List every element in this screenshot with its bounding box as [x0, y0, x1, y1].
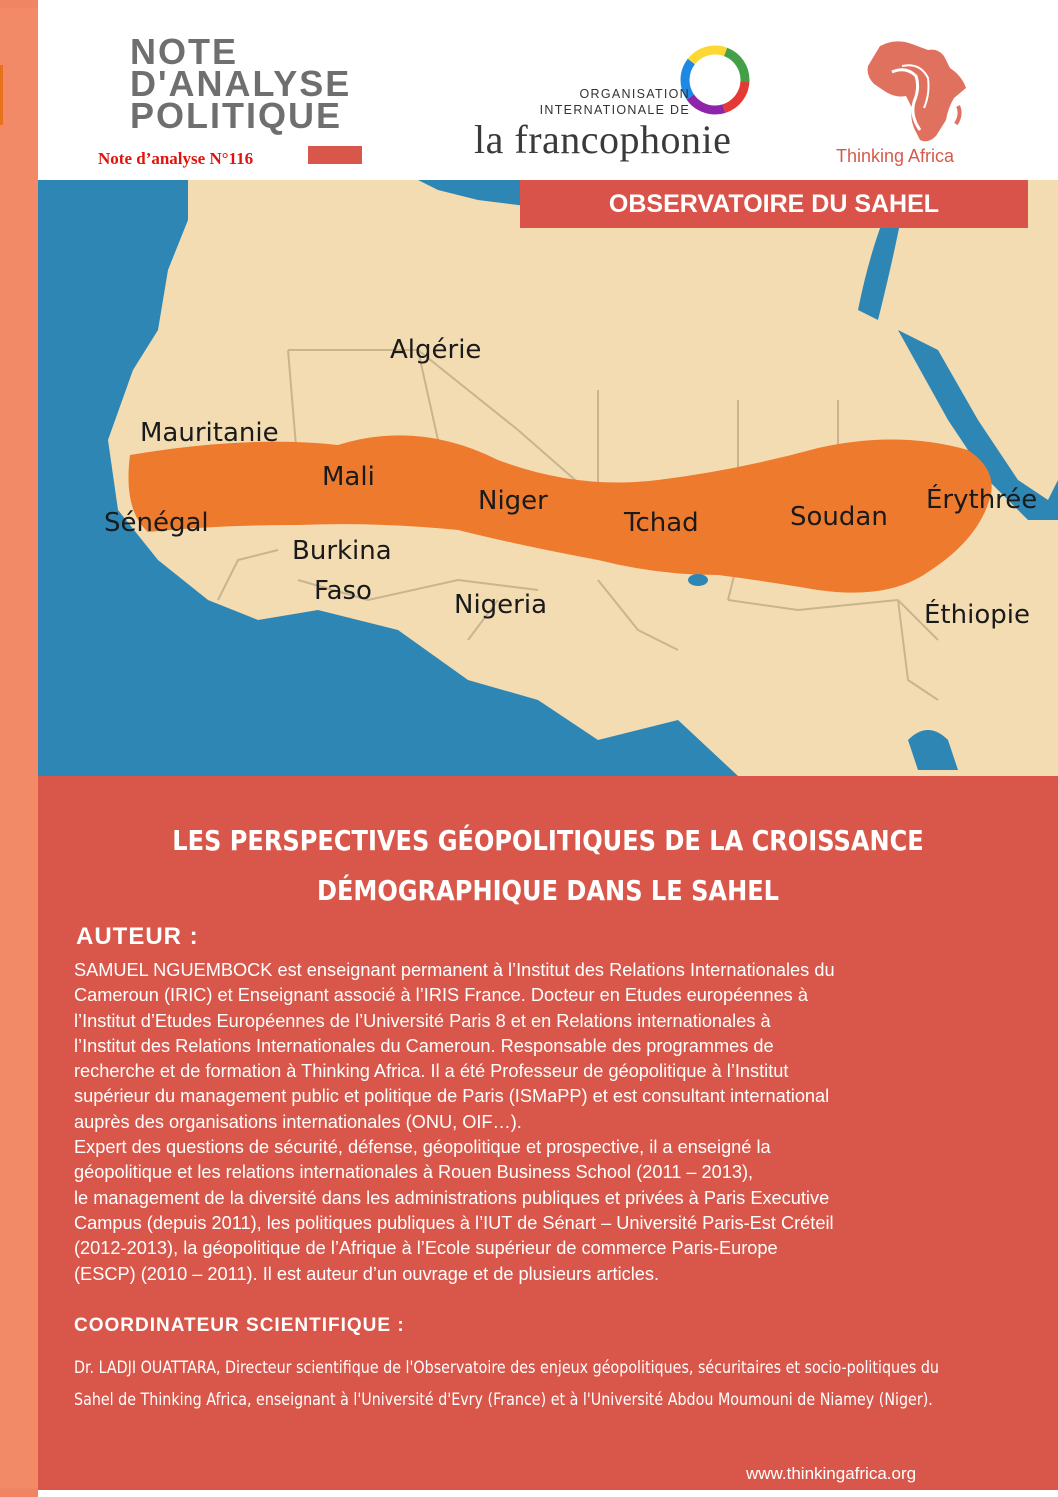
- document-title: [109, 816, 986, 916]
- map-label-nigeria: Nigeria: [454, 590, 548, 620]
- author-bio-line: le management de la diversité dans les administrations publiques et privées à Paris Executive: [74, 1187, 830, 1208]
- document-title-line: LES PERSPECTIVES GÉOPOLITIQUES DE LA CROISSANCE: [172, 824, 924, 857]
- oif-logo: [470, 36, 770, 166]
- oif-subtitle-line: INTERNATIONALE DE: [539, 103, 690, 117]
- map-label-mali: Mali: [322, 462, 375, 492]
- author-bio-line: Campus (depuis 2011), les politiques publiques à l’IUT de Sénart – Université Paris-Est Créteil: [74, 1212, 834, 1233]
- oif-name: la francophonie: [474, 117, 732, 162]
- map-label-tchad: Tchad: [624, 508, 699, 538]
- website-link[interactable]: www.thinkingafrica.org: [746, 1464, 917, 1483]
- author-bio-line: l’Institut d’Etudes Européennes de l’Université Paris 8 et en Relations internationales à: [74, 1010, 771, 1031]
- map-label-algerie: Algérie: [390, 335, 482, 365]
- coordinator-text: [74, 1352, 1048, 1416]
- coordinator-text-line: Sahel de Thinking Africa, enseignant à l'Université d'Evry (France) et à l'Université Abdou Moumouni de Niamey (Niger).: [74, 1390, 933, 1410]
- author-bio-line: auprès des organisations internationales (ONU, OIF…).: [74, 1111, 522, 1132]
- note-number: Note d’analyse N°116: [98, 149, 254, 168]
- map-label-senegal: Sénégal: [104, 508, 209, 538]
- map-label-burkina: Burkina: [292, 536, 392, 566]
- author-bio-line: Cameroun (IRIC) et Enseignant associé à l’IRIS France. Docteur en Etudes européennes à: [74, 985, 808, 1006]
- left-accent-mark: [0, 65, 3, 125]
- map-drawing: [38, 180, 1058, 776]
- oif-subtitle-line: ORGANISATION: [579, 87, 690, 101]
- map-label-niger: Niger: [478, 486, 548, 516]
- map-label-faso: Faso: [314, 576, 372, 606]
- author-bio-line: supérieur du management public et politique de Paris (ISMaPP) et est consultant international: [74, 1086, 830, 1107]
- author-heading: AUTEUR :: [76, 923, 199, 950]
- map-label-mauritanie: Mauritanie: [140, 418, 279, 448]
- author-bio-line: (ESCP) (2010 – 2011). Il est auteur d’un ouvrage et de plusieurs articles.: [74, 1263, 660, 1284]
- observatoire-banner-text: OBSERVATOIRE DU SAHEL: [608, 189, 940, 218]
- author-bio-line: recherche et de formation à Thinking Africa. Il a été Professeur de géopolitique à l’Institut: [74, 1061, 789, 1082]
- observatoire-banner: [520, 180, 1028, 228]
- map-label-ethiopie: Éthiopie: [924, 600, 1030, 630]
- series-title: [130, 31, 370, 136]
- series-title-line: D'ANALYSE: [130, 63, 352, 104]
- oif-subtitle: [520, 86, 690, 118]
- author-bio-line: Expert des questions de sécurité, défense, géopolitique et prospective, il a enseigné la: [74, 1137, 771, 1158]
- coordinator-heading: COORDINATEUR SCIENTIFIQUE :: [74, 1315, 405, 1336]
- left-accent-strip: [0, 0, 38, 1497]
- africa-icon: [850, 36, 970, 146]
- document-title-line: DÉMOGRAPHIQUE DANS LE SAHEL: [316, 874, 780, 907]
- author-bio-line: l’Institut des Relations Internationales du Cameroun. Responsable des programmes de: [74, 1035, 774, 1056]
- coordinator-text-line: Dr. LADJI OUATTARA, Directeur scientifique de l'Observatoire des enjeux géopolitiques, sécuritaires et socio-politiques du: [74, 1358, 939, 1378]
- map-label-erythree: Érythrée: [926, 485, 1038, 515]
- note-accent-bar: [308, 146, 362, 164]
- series-title-line: POLITIQUE: [130, 95, 343, 136]
- author-bio-line: géopolitique et les relations internationales à Rouen Business School (2011 – 2013),: [74, 1162, 754, 1183]
- author-bio: [74, 958, 1049, 1287]
- author-bio-line: (2012-2013), la géopolitique de l’Afrique à l’Ecole supérieur de commerce Paris-Europe: [74, 1238, 778, 1259]
- series-title-line: NOTE: [130, 31, 239, 72]
- author-bio-line: SAMUEL NGUEMBOCK est enseignant permanent à l’Institut des Relations Internationales du: [74, 960, 835, 980]
- thinking-africa-logo: [832, 36, 992, 171]
- map-label-soudan: Soudan: [790, 502, 888, 532]
- sahel-map: [38, 180, 1058, 776]
- thinking-africa-name: Thinking Africa: [836, 146, 955, 166]
